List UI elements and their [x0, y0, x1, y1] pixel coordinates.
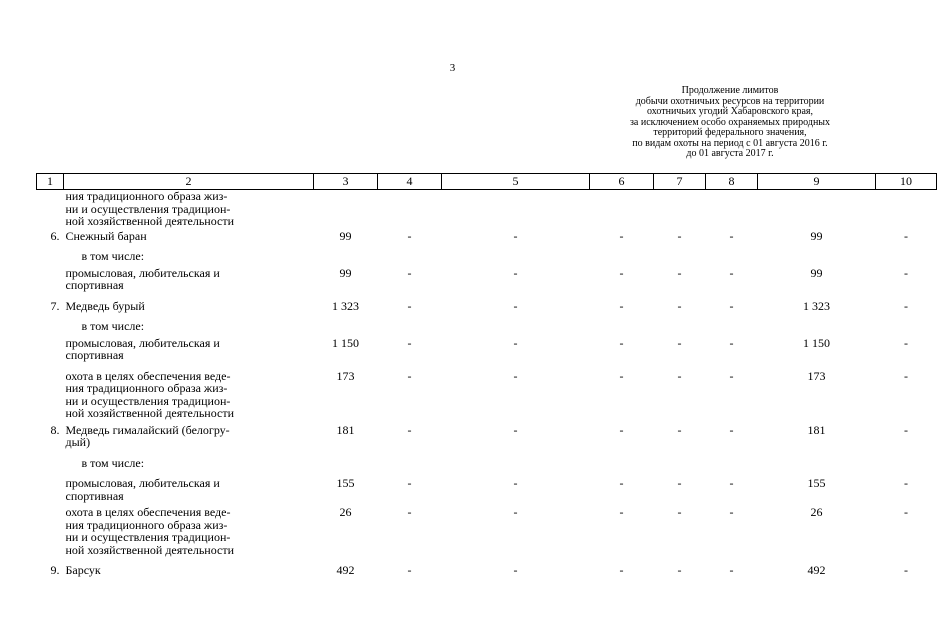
cell-col-8: -	[729, 368, 734, 383]
cell-col-6: -	[619, 265, 624, 280]
cell-col-10: -	[904, 422, 908, 437]
cell-col-5: -	[513, 298, 518, 313]
col-header-1: 1	[37, 174, 64, 190]
cell-col-6	[590, 457, 654, 478]
table-body	[37, 190, 937, 581]
cell-col-9: 1 323	[803, 298, 830, 313]
cell-col-6: -	[619, 476, 624, 490]
table-row	[37, 320, 937, 337]
table-row	[37, 337, 937, 370]
cell-col-4	[378, 457, 442, 478]
cell-col-7: -	[677, 368, 682, 383]
col-header-8: 8	[706, 174, 758, 190]
col-header-10: 10	[876, 174, 937, 190]
row-number	[37, 267, 64, 300]
row-name: охота в целях обеспечения веде- ния традиционного образа жиз- ни и осуществления традицион- ной хозяйственной деятельности	[65, 368, 235, 420]
cell-col-7	[654, 190, 706, 230]
row-name: в том числе:	[81, 249, 145, 263]
cell-col-6	[590, 190, 654, 230]
cell-col-3: 99	[339, 265, 352, 280]
cell-col-5: -	[513, 228, 518, 243]
cell-col-9: 155	[807, 476, 826, 490]
row-name: охота в целях обеспечения веде- ния традиционного образа жиз- ни и осуществления традицион- ной хозяйственной деятельности	[65, 505, 235, 557]
cell-col-4: -	[407, 265, 412, 280]
cell-col-5: -	[513, 422, 518, 437]
cell-col-7: -	[677, 298, 682, 313]
caption-line: охотничьих угодий Хабаровского края,	[647, 106, 813, 117]
table-row	[37, 564, 937, 581]
cell-col-10: -	[904, 505, 908, 519]
row-name: в том числе:	[81, 455, 145, 470]
table-row	[37, 506, 937, 564]
cell-col-9	[758, 190, 876, 230]
cell-col-3: 155	[336, 476, 355, 490]
cell-col-8	[706, 457, 758, 478]
cell-col-3: 99	[339, 228, 352, 243]
cell-col-4: -	[407, 563, 412, 577]
cell-col-8: -	[729, 265, 734, 280]
cell-col-7	[654, 250, 706, 267]
row-name: промысловая, любительская и спортивная	[65, 476, 220, 503]
cell-col-7: -	[677, 265, 682, 280]
col-header-3: 3	[314, 174, 378, 190]
row-name: Медведь гималайский (белогру- дый)	[65, 422, 230, 449]
cell-col-5	[442, 457, 590, 478]
cell-col-4: -	[407, 422, 412, 437]
cell-col-4: -	[407, 335, 412, 350]
cell-col-9: 492	[807, 563, 826, 577]
row-number: 6.	[50, 228, 60, 243]
caption-line: Продолжение лимитов	[681, 85, 779, 96]
row-name: промысловая, любительская и спортивная	[65, 335, 220, 362]
cell-col-7: -	[677, 505, 682, 519]
cell-col-3: 181	[336, 422, 355, 437]
header-row	[37, 174, 937, 190]
table-caption	[590, 86, 870, 160]
row-number: 9.	[50, 563, 60, 577]
cell-col-9: 173	[807, 368, 826, 383]
cell-col-3: 173	[336, 368, 355, 383]
cell-col-6: -	[619, 422, 624, 437]
cell-col-3: 492	[336, 563, 355, 577]
row-name: промысловая, любительская и спортивная	[65, 265, 220, 292]
cell-col-8: -	[729, 476, 734, 490]
cell-col-6	[590, 250, 654, 267]
cell-col-9: 99	[810, 265, 823, 280]
cell-col-4	[378, 190, 442, 230]
caption-line: за исключением особо охраняемых природных	[629, 116, 831, 128]
cell-col-10: -	[904, 265, 908, 280]
cell-col-10	[876, 457, 937, 478]
cell-col-8	[706, 320, 758, 337]
cell-col-3	[314, 190, 378, 230]
cell-col-7	[654, 320, 706, 337]
page-number: 3	[449, 62, 456, 74]
cell-col-5	[442, 250, 590, 267]
col-header-6: 6	[590, 174, 654, 190]
cell-col-8: -	[729, 422, 734, 437]
row-name: Снежный баран	[65, 228, 147, 243]
row-number: 8.	[50, 422, 60, 437]
cell-col-5	[442, 320, 590, 337]
caption-line: по видам охоты на период с 01 августа 2016 г.	[632, 137, 828, 149]
table-row	[37, 457, 937, 478]
cell-col-5: -	[513, 563, 518, 577]
cell-col-10: -	[904, 335, 908, 350]
cell-col-4: -	[407, 476, 412, 490]
limits-table	[36, 173, 937, 581]
cell-col-4: -	[407, 368, 412, 383]
cell-col-9	[758, 320, 876, 337]
row-number: 7.	[50, 298, 60, 313]
row-number	[37, 190, 64, 230]
row-number	[37, 337, 64, 370]
cell-col-5: -	[513, 265, 518, 280]
cell-col-8: -	[729, 335, 734, 350]
col-header-2: 2	[64, 174, 314, 190]
cell-col-5: -	[513, 505, 518, 519]
cell-col-10	[876, 250, 937, 267]
cell-col-4: -	[407, 505, 412, 519]
cell-col-7: -	[677, 335, 682, 350]
cell-col-9	[758, 250, 876, 267]
row-number	[37, 457, 64, 478]
cell-col-10: -	[904, 563, 908, 577]
cell-col-5: -	[513, 335, 518, 350]
table-row	[37, 424, 937, 457]
cell-col-6: -	[619, 368, 624, 383]
row-name: Медведь бурый	[65, 298, 145, 313]
table-row	[37, 190, 937, 230]
cell-col-9	[758, 457, 876, 478]
row-name: Барсук	[65, 563, 101, 577]
cell-col-10: -	[904, 228, 908, 243]
table-row	[37, 267, 937, 300]
cell-col-9: 181	[807, 422, 826, 437]
cell-col-8	[706, 190, 758, 230]
cell-col-9: 99	[810, 228, 823, 243]
cell-col-9: 1 150	[803, 335, 830, 350]
cell-col-4	[378, 250, 442, 267]
cell-col-10	[876, 190, 937, 230]
row-name: в том числе:	[81, 319, 145, 333]
row-number	[37, 250, 64, 267]
cell-col-8: -	[729, 298, 734, 313]
col-header-7: 7	[654, 174, 706, 190]
cell-col-9: 26	[810, 505, 823, 519]
cell-col-10: -	[904, 476, 908, 490]
row-number	[37, 506, 64, 564]
cell-col-5: -	[513, 368, 518, 383]
cell-col-8: -	[729, 563, 734, 577]
cell-col-7	[654, 457, 706, 478]
table-row	[37, 477, 937, 506]
cell-col-4: -	[407, 228, 412, 243]
table-row	[37, 250, 937, 267]
cell-col-10	[876, 320, 937, 337]
row-number	[37, 477, 64, 506]
cell-col-6: -	[619, 563, 624, 577]
row-number	[37, 370, 64, 424]
row-name: ния традиционного образа жиз- ни и осуществления традицион- ной хозяйственной деятельности	[65, 189, 235, 228]
cell-col-3: 1 323	[332, 298, 359, 313]
cell-col-4	[378, 320, 442, 337]
cell-col-6: -	[619, 335, 624, 350]
cell-col-3: 1 150	[332, 335, 359, 350]
cell-col-3	[314, 457, 378, 478]
caption-line: территорий федерального значения,	[653, 127, 807, 138]
cell-col-6: -	[619, 298, 624, 313]
cell-col-3	[314, 320, 378, 337]
cell-col-5	[442, 190, 590, 230]
cell-col-7: -	[677, 422, 682, 437]
cell-col-7: -	[677, 476, 682, 490]
row-number	[37, 320, 64, 337]
cell-col-7: -	[677, 563, 682, 577]
cell-col-3: 26	[339, 505, 352, 519]
table-row	[37, 300, 937, 321]
cell-col-6: -	[619, 505, 624, 519]
cell-col-6	[590, 320, 654, 337]
col-header-9: 9	[758, 174, 876, 190]
table-row	[37, 230, 937, 251]
cell-col-8	[706, 250, 758, 267]
cell-col-10: -	[904, 368, 908, 383]
cell-col-7: -	[677, 228, 682, 243]
cell-col-8: -	[729, 228, 734, 243]
col-header-4: 4	[378, 174, 442, 190]
cell-col-8: -	[729, 505, 734, 519]
cell-col-5: -	[513, 476, 518, 490]
caption-line: добычи охотничьих ресурсов на территории	[635, 95, 825, 107]
table-row	[37, 370, 937, 424]
cell-col-3	[314, 250, 378, 267]
cell-col-10: -	[904, 298, 908, 313]
cell-col-4: -	[407, 298, 412, 313]
cell-col-6: -	[619, 228, 624, 243]
col-header-5: 5	[442, 174, 590, 190]
caption-line: до 01 августа 2017 г.	[686, 148, 774, 159]
